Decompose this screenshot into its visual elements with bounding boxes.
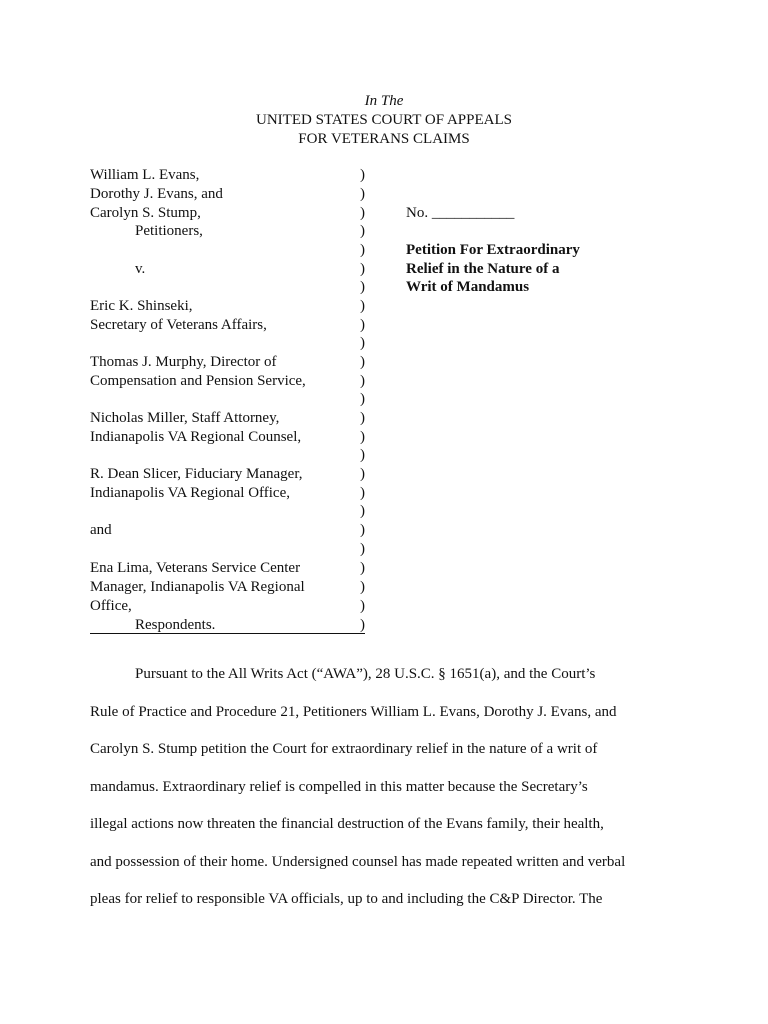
body-line: mandamus. Extraordinary relief is compelled in this matter because the Secretary’s xyxy=(90,778,588,795)
caption-paren: ) xyxy=(360,617,365,633)
caption-paren: ) xyxy=(360,410,365,426)
petitioner-name: Dorothy J. Evans, and xyxy=(90,186,223,202)
body-line: Pursuant to the All Writs Act (“AWA”), 28 U.S.C. § 1651(a), and the Court’s xyxy=(135,666,596,682)
caption-paren: ) xyxy=(360,429,365,445)
body-paragraph xyxy=(90,656,680,919)
petitioners-label: Petitioners, xyxy=(135,223,203,239)
body-line: illegal actions now threaten the financial destruction of the Evans family, their health, xyxy=(90,816,604,832)
caption-paren: ) xyxy=(360,261,365,277)
respondents-label: Respondents. xyxy=(135,617,216,633)
court-name-line-2: FOR VETERANS CLAIMS xyxy=(298,131,470,147)
respondent-line: Nicholas Miller, Staff Attorney, xyxy=(90,410,280,426)
caption-paren: ) xyxy=(360,242,365,258)
caption-paren: ) xyxy=(360,447,365,463)
caption-paren: ) xyxy=(360,391,365,407)
caption-paren: ) xyxy=(360,167,365,183)
caption-paren: ) xyxy=(360,298,365,314)
respondent-line: Eric K. Shinseki, xyxy=(90,298,193,314)
caption-paren: ) xyxy=(360,541,365,557)
caption-paren: ) xyxy=(360,317,365,333)
respondent-line: Secretary of Veterans Affairs, xyxy=(90,317,267,333)
body-line: and possession of their home. Undersigned counsel has made repeated written and verbal xyxy=(90,853,626,870)
respondent-line: Indianapolis VA Regional Counsel, xyxy=(90,429,302,445)
caption-underline xyxy=(90,633,365,634)
petitioner-name: Carolyn S. Stump, xyxy=(90,205,201,221)
caption-paren: ) xyxy=(360,335,365,351)
caption-paren: ) xyxy=(360,466,365,482)
petition-title-line: Relief in the Nature of a xyxy=(406,261,560,277)
in-the-heading: In The xyxy=(364,93,404,109)
petition-title-line: Writ of Mandamus xyxy=(406,279,530,295)
respondent-line: Manager, Indianapolis VA Regional xyxy=(90,579,305,595)
body-line: pleas for relief to responsible VA officials, up to and including the C&P Director. The xyxy=(90,891,603,907)
and-label: and xyxy=(90,522,112,538)
versus-label: v. xyxy=(135,261,146,277)
body-line: Carolyn S. Stump petition the Court for extraordinary relief in the nature of a writ of xyxy=(90,741,598,757)
court-name-line-1: UNITED STATES COURT OF APPEALS xyxy=(256,112,512,128)
caption-paren: ) xyxy=(360,186,365,202)
caption-paren: ) xyxy=(360,205,365,221)
case-number: No. ___________ xyxy=(406,205,515,221)
caption-paren: ) xyxy=(360,373,365,389)
petitioner-name: William L. Evans, xyxy=(90,167,200,183)
caption-paren: ) xyxy=(360,503,365,519)
caption-paren: ) xyxy=(360,354,365,370)
caption-paren: ) xyxy=(360,485,365,501)
respondent-line: Office, xyxy=(90,598,132,614)
respondent-line: R. Dean Slicer, Fiduciary Manager, xyxy=(90,466,303,482)
respondent-line: Compensation and Pension Service, xyxy=(90,373,306,389)
caption-paren: ) xyxy=(360,522,365,538)
petition-title-line: Petition For Extraordinary xyxy=(406,242,580,258)
body-line: Rule of Practice and Procedure 21, Petitioners William L. Evans, Dorothy J. Evans, and xyxy=(90,703,617,720)
caption-paren: ) xyxy=(360,279,365,295)
caption-paren: ) xyxy=(360,598,365,614)
respondent-line: Thomas J. Murphy, Director of xyxy=(90,354,277,370)
respondent-line: Indianapolis VA Regional Office, xyxy=(90,485,290,501)
caption-paren: ) xyxy=(360,579,365,595)
caption-paren: ) xyxy=(360,223,365,239)
respondent-line: Ena Lima, Veterans Service Center xyxy=(90,560,301,576)
caption-paren: ) xyxy=(360,560,365,576)
